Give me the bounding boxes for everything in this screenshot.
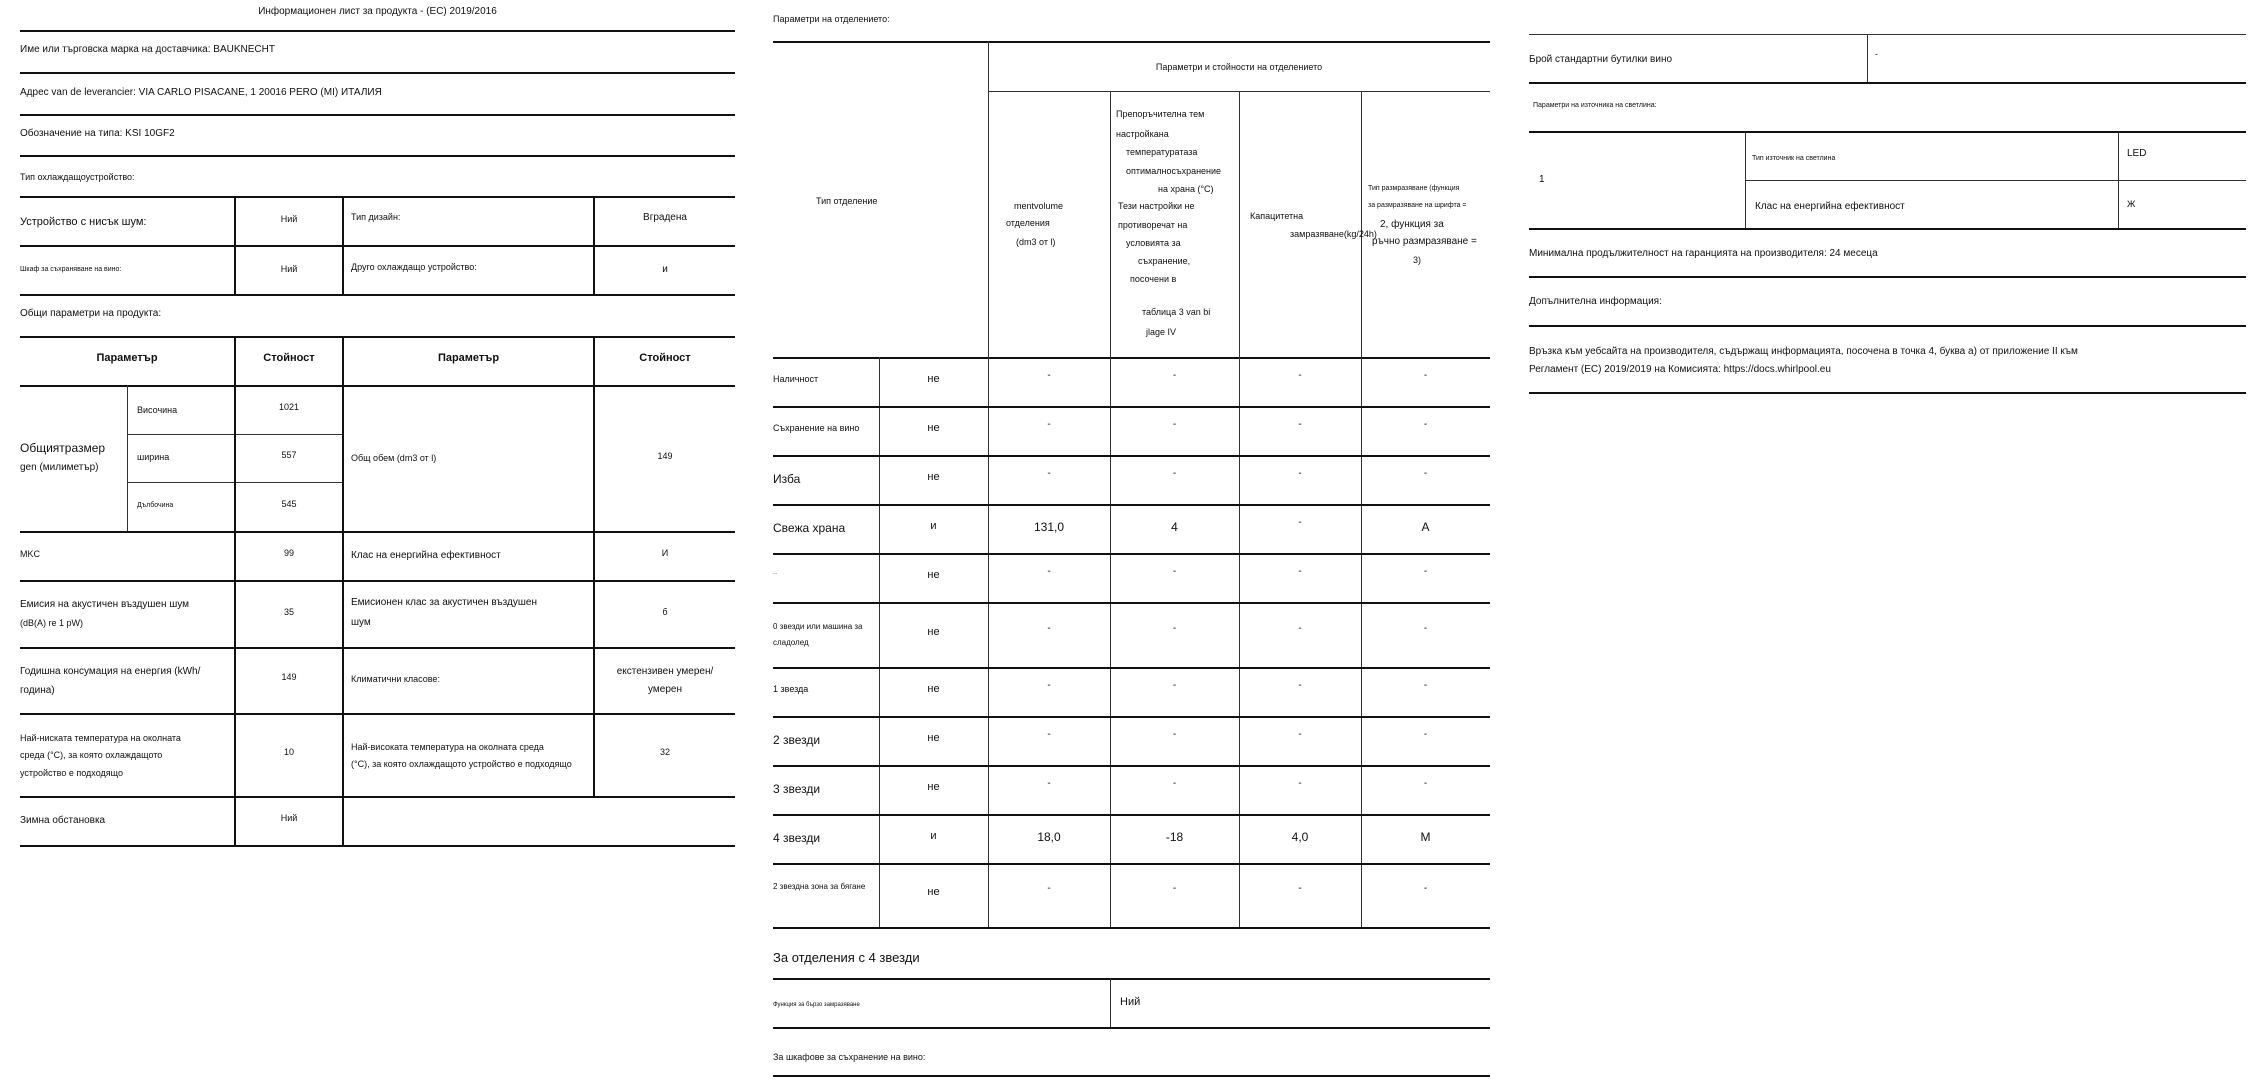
col-defrost-4: ръчно размразяване = bbox=[1372, 236, 1477, 247]
compartment-volume-cell: - bbox=[1047, 679, 1051, 691]
wine-bottles-value: - bbox=[1875, 49, 1878, 59]
compartment-params-title: Параметри на отделението: bbox=[773, 14, 890, 24]
low-noise-label: Устройство с нисък шум: bbox=[20, 216, 147, 228]
col-temp-12: jlage IV bbox=[1146, 327, 1177, 337]
wine-storage-label: Шкаф за съхраняване на вино: bbox=[20, 266, 122, 273]
other-appliance-value: и bbox=[662, 264, 668, 275]
compartment-volume-cell: 18,0 bbox=[1037, 829, 1061, 844]
noise-emission-value: 35 bbox=[283, 607, 294, 617]
compartment-row-name: ... bbox=[773, 569, 778, 576]
min-temp-value: 10 bbox=[283, 747, 294, 757]
compartment-present-cell: не bbox=[927, 470, 940, 483]
compartment-defrost-cell: - bbox=[1423, 679, 1428, 691]
additional-info-title: Допълнителна информация: bbox=[1529, 296, 1662, 307]
compartment-freeze-cell: - bbox=[1298, 883, 1302, 894]
compartment-temp-cell: - bbox=[1172, 883, 1177, 894]
compartment-defrost-cell: - bbox=[1423, 883, 1428, 894]
col-defrost-1: Тип размразяване (функция bbox=[1368, 185, 1460, 192]
compartment-present-cell: не bbox=[927, 682, 940, 695]
compartment-row-name: 1 звезда bbox=[773, 683, 809, 694]
compartment-row-name: 0 звезди или машина за сладолед bbox=[773, 621, 863, 647]
winter-setting-value: Ний bbox=[280, 813, 298, 823]
fast-freeze-label: Функция за бързо замразяване bbox=[773, 1002, 860, 1008]
compartment-row-name: Свежа храна bbox=[773, 520, 846, 535]
compartment-volume-cell: - bbox=[1047, 418, 1051, 430]
eei-value: 99 bbox=[283, 548, 294, 558]
climate-classes-value: екстензивен умерен/ bbox=[616, 666, 714, 677]
min-temp-label: Най-ниската температура на околната bbox=[20, 733, 181, 743]
light-source-count: 1 bbox=[1539, 174, 1545, 185]
col-freeze-1: Капацитетна bbox=[1250, 211, 1304, 221]
compartment-freeze-cell: - bbox=[1298, 622, 1302, 634]
compartment-defrost-cell: M bbox=[1420, 829, 1431, 844]
col-volume-2: отделения bbox=[1006, 218, 1050, 228]
max-temp-value: 32 bbox=[659, 747, 670, 757]
compartment-defrost-cell: A bbox=[1421, 519, 1430, 534]
compartment-volume-cell: - bbox=[1047, 622, 1051, 634]
compartment-defrost-cell: - bbox=[1423, 467, 1428, 479]
max-temp-label: Най-високата температура на околната среда bbox=[351, 742, 544, 752]
wine-storage-value: Ний bbox=[280, 264, 298, 274]
compartment-volume-cell: - bbox=[1047, 369, 1051, 381]
compartment-volume-cell: - bbox=[1047, 777, 1051, 789]
wine-cabinets-title: За шкафове за съхранение на вино: bbox=[773, 1052, 926, 1062]
energy-class-value: И bbox=[661, 548, 669, 558]
winter-setting-label: Зимна обстановка bbox=[20, 815, 106, 826]
compartment-freeze-cell: - bbox=[1298, 565, 1302, 577]
compartment-temp-cell: - bbox=[1172, 369, 1177, 381]
compartment-temp-cell: 4 bbox=[1171, 519, 1178, 534]
min-temp-label-3: устройство е подходящо bbox=[20, 768, 123, 778]
light-source-type-value: LED bbox=[2127, 148, 2147, 159]
col-temp-11: таблица 3 van bi bbox=[1142, 307, 1211, 317]
light-source-type-label: Тип източник на светлина bbox=[1752, 155, 1836, 162]
col-freeze-2: замразяване(kg/24h) bbox=[1290, 229, 1377, 239]
overall-dimensions-label: Общиятразмер bbox=[20, 441, 106, 455]
compartment-freeze-cell: - bbox=[1298, 777, 1302, 789]
compartment-present-cell: не bbox=[927, 886, 940, 898]
min-temp-label-2: среда (°C), за която охлаждащото bbox=[20, 750, 163, 760]
compartment-row-name: 2 звездна зона за бягане bbox=[773, 882, 866, 891]
low-noise-value: Ний bbox=[280, 214, 298, 224]
col-volume-1: mentvolume bbox=[1014, 201, 1064, 211]
width-value: 557 bbox=[281, 450, 297, 460]
compartment-freeze-cell: - bbox=[1298, 516, 1302, 528]
compartment-freeze-cell: - bbox=[1298, 369, 1302, 381]
compartment-temp-cell: - bbox=[1172, 467, 1177, 479]
supplier-name: Име или търговска марка на доставчика: BAUKNECHT bbox=[20, 44, 275, 55]
col-temp-1: Препоръчителна тем bbox=[1116, 109, 1205, 119]
width-label: ширина bbox=[137, 452, 170, 462]
col-parameter-1: Параметър bbox=[96, 352, 158, 364]
annual-energy-value: 149 bbox=[281, 672, 297, 682]
light-source-params-title: Параметри на източника на светлина: bbox=[1533, 102, 1657, 109]
overall-dimensions-unit: gen (милиметър) bbox=[20, 462, 99, 473]
compartment-defrost-cell: - bbox=[1423, 418, 1428, 430]
col-defrost-2: за размразяване на шрифта = bbox=[1368, 202, 1467, 209]
climate-classes-value-2: умерен bbox=[648, 684, 682, 695]
col-parameter-2: Параметър bbox=[437, 352, 500, 364]
compartment-present-cell: не bbox=[927, 731, 940, 744]
compartment-temp-cell: - bbox=[1172, 728, 1177, 740]
manufacturer-link-text-2: Регламент (ЕС) 2019/2019 на Комисията: https://docs.whirlpool.eu bbox=[1529, 364, 1831, 375]
compartment-volume-cell: - bbox=[1047, 728, 1051, 740]
compartment-temp-cell: - bbox=[1172, 622, 1177, 634]
col-temp-9: съхранение, bbox=[1138, 256, 1191, 266]
compartment-row-name: Изба bbox=[773, 471, 801, 486]
compartment-present-cell: и bbox=[930, 829, 937, 842]
col-value-2: Стойност bbox=[639, 352, 691, 364]
other-appliance-label: Друго охлаждащо устройство: bbox=[351, 262, 477, 272]
compartment-volume-cell: - bbox=[1047, 565, 1051, 577]
compartment-temp-cell: -18 bbox=[1165, 829, 1184, 844]
col-temp-8: условията за bbox=[1126, 238, 1181, 248]
compartment-defrost-cell: - bbox=[1423, 369, 1428, 381]
supplier-address: Адрес van de leverancier: VIA CARLO PISACANE, 1 20016 PERO (MI) ИТАЛИЯ bbox=[20, 87, 382, 98]
compartment-freeze-cell: - bbox=[1298, 467, 1302, 479]
compartment-defrost-cell: - bbox=[1423, 622, 1428, 634]
compartment-freeze-cell: 4,0 bbox=[1291, 829, 1309, 844]
compartment-temp-cell: - bbox=[1172, 679, 1177, 691]
model-identifier: Обозначение на типа: KSI 10GF2 bbox=[20, 128, 175, 139]
wine-bottles-label: Брой стандартни бутилки вино bbox=[1529, 54, 1673, 65]
col-temp-7: противоречат на bbox=[1118, 220, 1188, 230]
compartment-freeze-cell: - bbox=[1298, 679, 1302, 691]
warranty-text: Минимална продължителност на гаранцията на производителя: 24 месеца bbox=[1529, 248, 1878, 259]
four-star-title: За отделения с 4 звезди bbox=[773, 950, 920, 965]
design-type-label: Тип дизайн: bbox=[351, 212, 401, 222]
light-energy-class-value: Ж bbox=[2127, 199, 2136, 209]
compartment-freeze-cell: - bbox=[1298, 728, 1302, 740]
climate-classes-label: Климатични класове: bbox=[351, 674, 440, 684]
eei-label: MKC bbox=[20, 549, 40, 559]
compartment-present-cell: не bbox=[927, 421, 940, 434]
annual-energy-label: Годишна консумация на енергия (kWh/ bbox=[20, 666, 201, 677]
col-temp-2: настройкана bbox=[1116, 129, 1169, 139]
compartment-temp-cell: - bbox=[1172, 565, 1177, 577]
depth-value: 545 bbox=[281, 499, 297, 509]
compartment-row-name: 4 звезди bbox=[773, 830, 821, 845]
total-volume-label: Общ обем (dm3 от l) bbox=[351, 453, 437, 463]
compartment-volume-cell: 131,0 bbox=[1033, 519, 1065, 534]
col-temp-3: температуратаза bbox=[1126, 147, 1198, 157]
manufacturer-link-text: Връзка към уебсайта на производителя, съдържащ информацията, посочена в точка 4, буква а) от приложение II към bbox=[1529, 346, 2078, 357]
compartment-present-cell: не bbox=[927, 568, 940, 581]
compartment-row-name: 2 звезди bbox=[773, 732, 821, 747]
compartment-defrost-cell: - bbox=[1423, 777, 1428, 789]
noise-class-label-2: шум bbox=[351, 617, 371, 628]
noise-emission-label: Емисия на акустичен въздушен шум bbox=[20, 599, 190, 610]
energy-class-label: Клас на енергийна ефективност bbox=[351, 550, 501, 561]
max-temp-label-2: (°C), за която охлаждащото устройство е подходящо bbox=[351, 759, 572, 769]
col-value-1: Стойност bbox=[263, 352, 315, 364]
compartment-present-cell: не bbox=[927, 780, 940, 793]
compartment-row-name: Наличност bbox=[773, 373, 819, 384]
compartment-present-cell: не bbox=[927, 372, 940, 385]
total-volume-value: 149 bbox=[657, 451, 673, 461]
height-label: Височина bbox=[137, 405, 178, 415]
compartment-row-name: 3 звезди bbox=[773, 781, 821, 796]
col-temp-10: посочени в bbox=[1130, 274, 1177, 284]
col-volume-3: (dm3 от l) bbox=[1016, 237, 1056, 247]
compartment-present-cell: и bbox=[930, 519, 937, 532]
col-defrost-5: 3) bbox=[1413, 255, 1422, 265]
compartment-defrost-cell: - bbox=[1423, 728, 1428, 740]
compartment-volume-cell: - bbox=[1047, 883, 1051, 894]
col-temp-4: оптималносъхранение bbox=[1126, 166, 1222, 176]
height-value: 1021 bbox=[278, 402, 300, 412]
design-type-value: Вградена bbox=[643, 212, 687, 223]
annual-energy-label-2: година) bbox=[20, 685, 55, 696]
compartment-defrost-cell: - bbox=[1423, 565, 1428, 577]
compartment-temp-cell: - bbox=[1172, 418, 1177, 430]
compartment-row-name: Съхранение на вино bbox=[773, 422, 860, 433]
fast-freeze-value: Ний bbox=[1120, 996, 1141, 1008]
compartment-volume-cell: - bbox=[1047, 467, 1051, 479]
compartment-freeze-cell: - bbox=[1298, 418, 1302, 430]
noise-emission-unit: (dB(A) re 1 pW) bbox=[20, 618, 84, 628]
compartment-temp-cell: - bbox=[1172, 777, 1177, 789]
noise-class-value: б bbox=[662, 607, 668, 617]
general-params-label: Общи параметри на продукта: bbox=[20, 308, 162, 319]
sheet-header: Информационен лист за продукта - (ЕС) 2019/2016 bbox=[258, 6, 497, 17]
col-temp-6: Тези настройки не bbox=[1118, 201, 1195, 211]
col-compartment-type: Тип отделение bbox=[816, 196, 878, 206]
noise-class-label: Емисионен клас за акустичен въздушен bbox=[351, 597, 537, 608]
compartment-present-cell: не bbox=[927, 625, 940, 638]
params-values-header: Параметри и стойности на отделението bbox=[1155, 62, 1323, 72]
depth-label: Дълбочина bbox=[137, 502, 174, 509]
col-temp-5: на храна (°C) bbox=[1158, 184, 1214, 194]
light-energy-class-label: Клас на енергийна ефективност bbox=[1755, 201, 1905, 212]
appliance-type-label: Тип охлаждащоустройство: bbox=[20, 172, 135, 182]
col-defrost-3: 2, функция за bbox=[1380, 219, 1444, 230]
